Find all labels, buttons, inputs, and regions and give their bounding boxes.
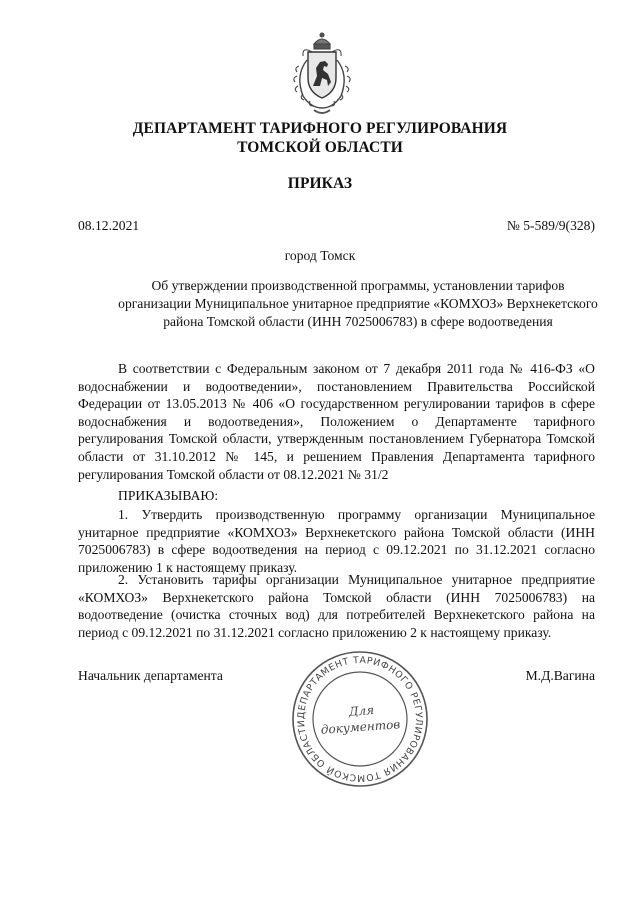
document-type: ПРИКАЗ [287,175,353,192]
city: город Томск [284,248,356,263]
order-item-2: 2. Установить тарифы организации Муниципальное унитарное предприятие «КОМХОЗ» Верхнекетского района Томской области (ИНН 7025006783) на водоотведение (очистка сточных вод) для потребителей Верхнекетского района на период с 09.12.2021 по 31.12.2021 согласно приложению 2 к настоящему приказу. [78,572,595,640]
order-item-1: 1. Утвердить производственную программу организации Муниципальное унитарное предприятие «КОМХОЗ» Верхнекетского района Томской области (ИНН 7025006783) в сфере водоотведения на период с 09.12.2021 по 31.12.2021 согласно приложению 1 к настоящему приказу. [78,507,595,575]
stamp-center-line2: документов [320,717,401,737]
order-subject [118,277,598,331]
department-title: ДЕПАРТАМЕНТ ТАРИФНОГО РЕГУЛИРОВАНИЯ [132,120,508,137]
region-title: ТОМСКОЙ ОБЛАСТИ [237,139,403,156]
order-date: 08.12.2021 [78,218,140,233]
stamp-ring-text: ДЕПАРТАМЕНТ ТАРИФНОГО РЕГУЛИРОВАНИЯ ТОМСКОЙ ОБЛАСТИ [295,654,425,784]
svg-text:ДЕПАРТАМЕНТ ТАРИФНОГО РЕГУЛИРО [296,655,424,783]
subject-line: района Томской области (ИНН 7025006783) в сфере водоотведения [163,314,553,329]
order-number: № 5-589/9(328) [506,218,595,233]
subject-line: Об утверждении производственной программы, установлении тарифов [151,278,565,293]
signer-position: Начальник департамента [78,668,223,683]
subject-line: организации Муниципальное унитарное предприятие «КОМХОЗ» Верхнекетского [118,296,598,311]
signer-name: М.Д.Вагина [525,668,595,683]
resolve-heading: ПРИКАЗЫВАЮ: [118,488,219,503]
coat-of-arms-emblem [287,30,357,118]
official-stamp [290,649,430,789]
preamble-paragraph: В соответствии с Федеральным законом от 7 декабря 2011 года № 416-ФЗ «О водоснабжении и водоотведении», постановлением Правительства Российской Федерации от 13.05.2013 № 406 «О государственном регулировании тарифов в сфере водоснабжения и водоотведения», Положением о Департаменте тарифного регулирования Томской области, утвержденным постановлением Губернатора Томской области от 31.10.2012 № 145, и решением Правления Департамента тарифного регулирования Томской области от 08.12.2021 № 31/2 [78,361,595,482]
stamp-center-line1: Для [348,703,375,719]
